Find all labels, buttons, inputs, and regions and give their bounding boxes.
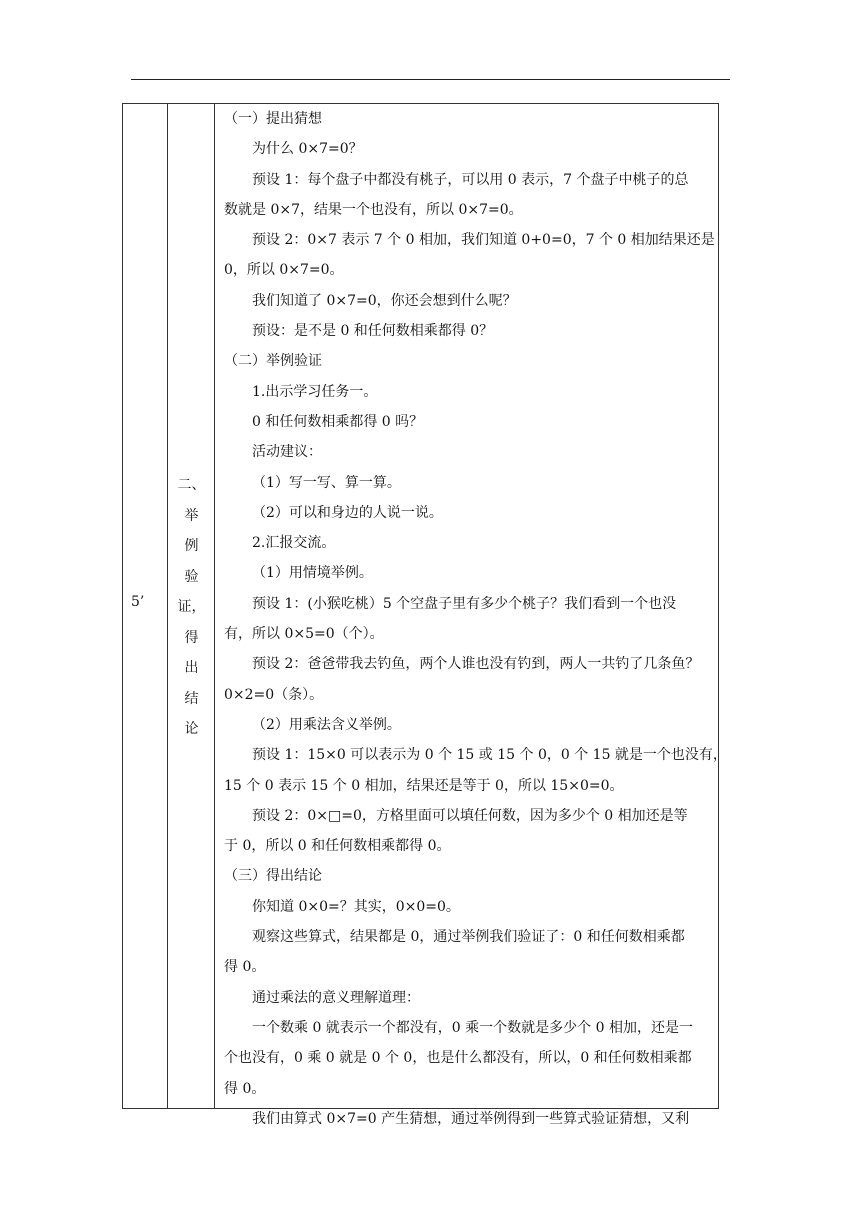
content-line: 活动建议： [252, 444, 322, 461]
content-body [224, 108, 727, 1138]
content-line: 预设 2：爸爸带我去钓鱼，两个人谁也没有钓到，两人一共钓了几条鱼？ [252, 656, 700, 673]
content-line: 我们由算式 0×7=0 产生猜想，通过举例得到一些算式验证猜想，又利 [252, 1110, 690, 1127]
content-line: （2）可以和身边的人说一说。 [252, 504, 443, 521]
stage-title [168, 470, 215, 745]
content-line: 得 0。 [224, 1080, 266, 1097]
stage-title-char: 二、 [177, 477, 206, 493]
content-line: 预设 2：0×□=0，方格里面可以填任何数，因为多少个 0 相加还是等 [252, 807, 688, 824]
content-line: 2.汇报交流。 [252, 535, 336, 552]
content-line: 为什么 0×7=0？ [252, 141, 363, 158]
section-heading: （一）提出猜想 [224, 111, 322, 127]
stage-title-char: 举 [184, 507, 199, 524]
stage-title-char: 出 [184, 660, 199, 676]
stage-title-char: 例 [184, 538, 199, 554]
stage-title-char: 结 [184, 690, 199, 707]
content-line: 于 0，所以 0 和任何数相乘都得 0。 [224, 838, 451, 855]
time-allocation: 5’ [131, 594, 145, 610]
lesson-plan-table [122, 103, 727, 1127]
time-column [123, 104, 168, 1108]
content-line: 观察这些算式，结果都是 0，通过举例我们验证了：0 和任何数相乘都 [252, 929, 685, 946]
content-line: 预设 1：(小猴吃桃）5 个空盘子里有多少个桃子？我们看到一个也没 [252, 595, 677, 612]
section-heading: （三）得出结论 [224, 868, 322, 885]
content-line: 0，所以 0×7=0。 [224, 262, 344, 279]
content-line: 得 0。 [224, 959, 266, 976]
content-line: 我们知道了 0×7=0，你还会想到什么呢？ [252, 292, 517, 309]
content-line: 预设 1：15×0 可以表示为 0 个 15 或 15 个 0，0 个 15 就是一个也没有， [252, 747, 727, 764]
content-line: 有，所以 0×5=0（个）。 [224, 626, 384, 643]
stage-title-char: 得 [184, 629, 199, 646]
stage-title-char: 验 [184, 568, 199, 585]
content-line: 预设 1：每个盘子中都没有桃子，可以用 0 表示，7 个盘子中桃子的总 [252, 171, 689, 188]
content-line: 通过乘法的意义理解道理： [252, 989, 420, 1006]
content-column [215, 104, 727, 1127]
content-line: （2）用乘法含义举例。 [252, 716, 401, 733]
content-line: 个也没有，0 乘 0 就是 0 个 0，也是什么都没有，所以，0 和任何数相乘都 [224, 1050, 692, 1067]
content-line: 预设：是不是 0 和任何数相乘都得 0？ [252, 323, 494, 340]
content-line: 0 和任何数相乘都得 0 吗？ [252, 413, 424, 430]
stage-title-char: 证， [177, 599, 206, 615]
content-line: 预设 2：0×7 表示 7 个 0 相加，我们知道 0+0=0，7 个 0 相加结果还是 [252, 232, 715, 249]
section-heading: （二）举例验证 [224, 353, 322, 370]
header-rule [131, 79, 730, 80]
content-line: 你知道 0×0=？其实，0×0=0。 [252, 898, 460, 915]
content-line: 0×2=0（条）。 [224, 686, 324, 703]
content-line: 一个数乘 0 就表示一个都没有，0 乘一个数就是多少个 0 相加，还是一 [252, 1019, 693, 1036]
stage-title-char: 论 [184, 721, 199, 737]
content-line: （1）用情境举例。 [252, 565, 373, 582]
content-line: 15 个 0 表示 15 个 0 相加，结果还是等于 0，所以 15×0=0。 [224, 777, 624, 794]
content-line: 数就是 0×7，结果一个也没有，所以 0×7=0。 [224, 201, 523, 218]
content-line: （1）写一写、算一算。 [252, 474, 401, 491]
content-line: 1.出示学习任务一。 [252, 383, 378, 400]
stage-column [168, 104, 215, 1108]
